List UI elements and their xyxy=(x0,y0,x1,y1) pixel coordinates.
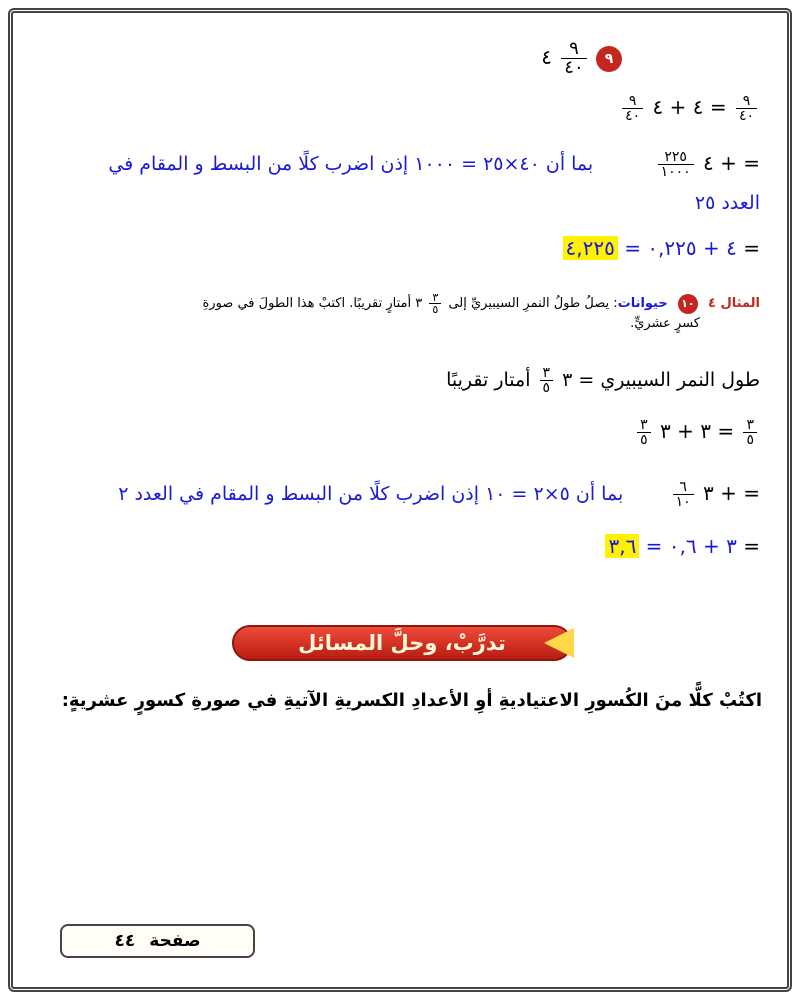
problem-9-header: ٩ $\frac{٩}{٤٠}$ ٤ xyxy=(541,40,622,77)
section-title: تدرَّبْ، وحلَّ المسائل xyxy=(298,631,506,655)
example-4-question-cont: كسرٍ عشريٍّ. xyxy=(630,316,700,331)
example-4-question: المثال ٤ ١٠ حيوانات: يصلُ طولُ النمرِ السيبيريِّ إلى $\frac{٣}{٥}$ ٣ أمتارٍ تقريبًا. اكتبْ هذا الطولَ في صورةِ xyxy=(202,291,760,316)
solution-step-2: = + ٣ $\frac{٦}{١٠}$ بما أن ٥×٢ = ١٠ إذن اضرب كلًا من البسط و المقام في العدد ٢ xyxy=(118,479,760,510)
exercise-instruction: اكتُبْ كلًّا منَ الكُسورِ الاعتياديةِ أوِ الأعدادِ الكسريةِ الآتيةِ في صورةِ كسورٍ عشريةٍ: xyxy=(61,690,762,711)
step-explanation-cont: العدد ٢٥ xyxy=(694,192,760,214)
fraction: $\frac{٩}{٤٠}$ xyxy=(561,40,586,77)
fraction-part: $\frac{٣}{٥}$ xyxy=(637,418,651,447)
fraction: $\frac{٣}{٥}$ xyxy=(429,292,441,315)
problem-9-result: = ٤ + ٠,٢٢٥ = ٤,٢٢٥ xyxy=(563,236,761,260)
page-number: ٤٤ xyxy=(114,931,136,951)
page-number-box xyxy=(60,924,255,958)
mixed-fraction-part: $\frac{٣}{٥}$ xyxy=(743,418,757,447)
problem-9-step-1: $\frac{٩}{٤٠}$ = ٤ + ٤ $\frac{٩}{٤٠}$ xyxy=(619,94,760,123)
section-banner xyxy=(232,625,572,661)
example-label: المثال ٤ xyxy=(708,296,760,311)
solution-statement: طول النمر السيبيري = ٣ $\frac{٣}{٥}$ أمتار تقريبًا xyxy=(446,365,760,396)
fraction-part: $\frac{٢٢٥}{١٠٠٠}$ xyxy=(658,150,694,179)
page-label: صفحة xyxy=(149,931,201,951)
step-explanation: بما أن ٤٠×٢٥ = ١٠٠٠ إذن اضرب كلًا من البسط و المقام في xyxy=(108,153,594,175)
triangle-arrow-icon xyxy=(544,628,574,658)
solution-result: = ٣ + ٠,٦ = ٣,٦ xyxy=(605,534,760,558)
problem-number-badge: ١٠ xyxy=(678,294,698,314)
fraction-part: $\frac{٣}{٥}$ xyxy=(540,366,554,395)
problem-9-step-2: = + ٤ $\frac{٢٢٥}{١٠٠٠}$ بما أن ٤٠×٢٥ = ١٠٠٠ إذن اضرب كلًا من البسط و المقام في xyxy=(108,149,760,180)
topic-keyword: حيوانات xyxy=(617,296,668,311)
step-explanation: بما أن ٥×٢ = ١٠ إذن اضرب كلًا من البسط و المقام في العدد ٢ xyxy=(118,483,624,505)
fraction-part: $\frac{٩}{٤٠}$ xyxy=(622,94,643,123)
highlighted-answer: ٣,٦ xyxy=(605,534,639,558)
problem-number-badge: ٩ xyxy=(596,46,622,72)
mixed-fraction-part: $\frac{٩}{٤٠}$ xyxy=(736,94,757,123)
solution-step-1: $\frac{٣}{٥}$ = ٣ + ٣ $\frac{٣}{٥}$ xyxy=(634,418,760,447)
fraction-part: $\frac{٦}{١٠}$ xyxy=(673,480,694,509)
highlighted-answer: ٤,٢٢٥ xyxy=(563,236,618,260)
